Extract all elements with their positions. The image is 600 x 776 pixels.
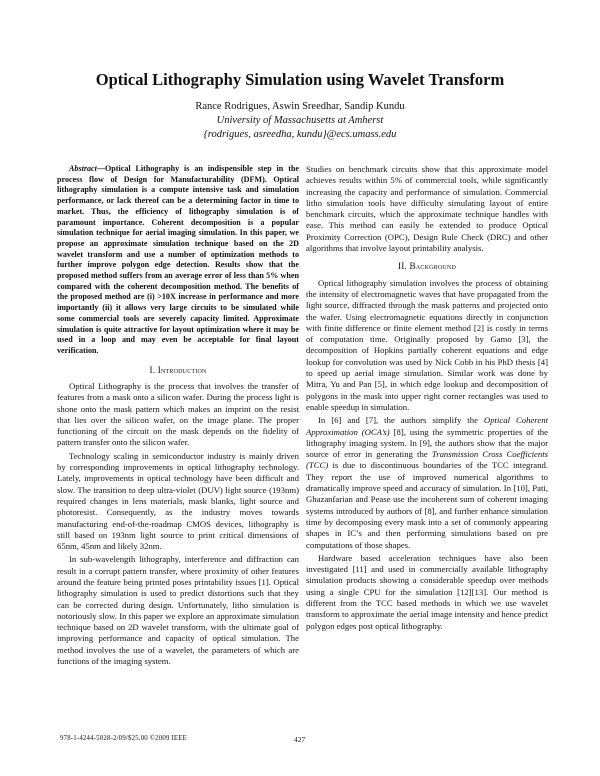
paragraph: Optical Lithography is the process that involves the transfer of features from a mask onto a silicon wafer. During the process light is shone onto the mask pattern which makes an imprint on the resist that lies over the silicon wafer, on the image plane. The proper functioning of the circuit on the mask depends on the fidelity of pattern transfer onto the silicon wafer. <box>57 380 299 448</box>
abstract <box>57 164 299 357</box>
paragraph: Studies on benchmark circuits show that this approximate model achieves results within 5% of commercial tools, while significantly increasing the capacity and performance of simulation. Commercial litho simulation tools have difficulty simulating layout of entire benchmark circuits, which the approximate technique handles with ease. This method can easily be extended to produce Optical Proximity Correction (OPC), Design Rule Check (DRC) and other algorithms that involve layout printability analysis. <box>306 164 548 254</box>
author-email: {rodrigues, asreedha, kundu}@ecs.umass.edu <box>203 129 397 140</box>
paragraph: In sub-wavelength lithography, interference and diffraction can result in a corrupt pattern transfer, where proximity of other features around the feature being printed poses printability issues [1]. Optical lithography simulation is used to predict distortions such that they can be corrected during design. Unfortunately, litho simulation is notoriously slow. In this paper we explore an approximate simulation technique based on 2D wavelet transform, with the ultimate goal of improving performance and capacity of optical simulation. The method involves the use of a wavelet, the parameters of which are functions of the imaging system. <box>57 554 299 667</box>
author-names: Rance Rodrigues, Aswin Sreedhar, Sandip Kundu <box>195 101 405 112</box>
paragraph <box>306 415 548 551</box>
paragraph: Technology scaling in semiconductor industry is mainly driven by corresponding improvements in optical lithography technology. Lately, improvements in optical technology have been difficult and slow. The transition to deep ultra-violet (DUV) light source (193nm) required changes in lens materials, mask blanks, light source and photoresist. Consequently, as the industry moves towards manufacturing end-of-the-roadmap CMOS devices, lithography is still based on 193nm light source to print critical dimensions of 65nm, 45nm and likely 32nm. <box>57 450 299 552</box>
paragraph: Optical lithography simulation involves the process of obtaining the intensity of electromagnetic waves that have propagated from the light source, diffracted through the mask patterns and projected onto the wafer. Using electromagnetic equations directly in conjunction with finite difference or finite element method [2] is costly in terms of computation time. Originally proposed by Gamo [3], the decomposition of Hopkins partially coherent equations and edge lookup for convolution was used by Nick Cobb in his PhD thesis [4] to speed up aerial image simulation. Similar work was done by Mitra, Yu and Pan [5], in which edge lookup and decomposition of polygons in the mask into upper right corner rectangles was used to enable speedup in simulation. <box>306 277 548 412</box>
section-title: Background <box>409 261 456 272</box>
section-title: Introduction <box>157 364 207 375</box>
author-affiliation: University of Massachusetts at Amherst <box>216 115 384 126</box>
footer-isbn: 978-1-4244-5028-2/09/$25.00 ©2009 IEEE <box>60 735 187 742</box>
right-column <box>306 164 548 634</box>
section-heading-background <box>306 261 548 272</box>
text-run: [8], using the symmetric properties of the lithography imaging system. In [9], the authors show that the major source of error in generating the <box>306 426 549 460</box>
left-column <box>57 164 299 669</box>
author-block <box>0 100 600 142</box>
text-run: In [6] and [7], the authors simplify the <box>318 415 484 426</box>
abstract-lead: Abstract <box>69 164 97 173</box>
section-number: II. <box>398 261 410 272</box>
emphasis: Transmission Cross Coefficients (TCC) <box>306 449 548 471</box>
emphasis: Optical Coherent Approximation (OCA’s) <box>306 415 548 437</box>
section-number: I. <box>149 364 158 375</box>
section-heading-introduction <box>57 365 299 376</box>
text-run: is due to discontinuous boundaries of the TCC integrand. They report the use of improved numerical algorithms to dramatically improve speed and accuracy of simulation. In [10], Pati, Ghazanfarian and Pease use the incoherent sum of coherent imaging systems introduced by authors of [8], and further enhance simulation time by decomposing every mask into a set of commonly appearing shapes in IC’s and then performing simulations based on pre computations of those shapes. <box>306 460 548 550</box>
paragraph: Hardware based acceleration techniques have also been investigated [11] and used in commercially available lithography simulation products showing a considerable speedup over methods using a single CPU for the simulation [12][13]. Our method is different from the TCC based methods in which we use wavelet transform to approximate the aerial image intensity and hence predict polygon edges post optical lithography. <box>306 552 548 631</box>
abstract-text: —Optical Lithography is an indispensible step in the process flow of Design for Manufacturability (DFM). Optical lithography simulation is a compute intensive task and simulation performance, or lack thereof can be a determining factor in time to market. Thus, the efficiency of lithography simulation is of paramount importance. Coherent decomposition is a popular simulation technique for aerial imaging simulation. In this paper, we propose an approximate simulation technique based on the 2D wavelet transform and use a number of optimization methods to further improve polygon edge detection. Results show that the proposed method suffers from an average error of less than 5% when compared with the coherent decomposition method. The benefits of the proposed method are (i) >10X increase in performance and more importantly (ii) it allows very large circuits to be simulated while some commercial tools are severely capacity limited. Approximate simulation is quite attractive for layout optimization where it may be used in a loop and may even be acceptable for final layout verification. <box>57 164 299 355</box>
paper-title: Optical Lithography Simulation using Wavelet Transform <box>95 70 505 89</box>
page-number: 427 <box>294 735 306 744</box>
